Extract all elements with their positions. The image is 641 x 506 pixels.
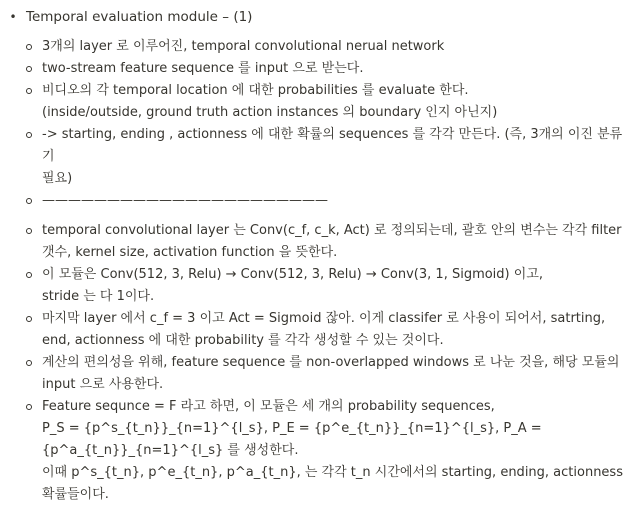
formula-text: P_S = {p^s_{t_n}}_{n=1}^{l_s}, P_E = {p^e_{t_n}}_{n=1}^{l_s}, P_A = {p^a_{t_n}}_{n=1}^{l_s} 를 생성한다. xyxy=(42,421,542,458)
item-text: 이 모듈은 Conv(512, 3, Relu) → Conv(512, 3, Relu) → Conv(3, 1, Sigmoid) 이고, xyxy=(42,267,544,282)
item-text: 계산의 편의성을 위해, feature sequence 를 non-overlapped windows 로 나눈 것을, 해당 모듈의 xyxy=(42,355,620,370)
bullet-icon: • xyxy=(9,10,17,24)
divider-text: —————————————————————— xyxy=(42,193,328,208)
list-item xyxy=(26,124,626,190)
circle-bullet-icon xyxy=(26,66,32,72)
list-item xyxy=(26,264,626,308)
circle-bullet-icon xyxy=(26,360,32,366)
list-item xyxy=(26,80,626,124)
list-item xyxy=(26,36,626,58)
list-item xyxy=(26,308,626,352)
item-text: two-stream feature sequence 를 input 으로 받는다. xyxy=(42,61,364,76)
item-text: 필요) xyxy=(42,171,73,186)
list-item xyxy=(26,190,626,212)
sub-list xyxy=(26,36,626,506)
list-item xyxy=(26,396,626,506)
top-list-item xyxy=(6,6,252,28)
item-text: input 으로 사용한다. xyxy=(42,377,164,392)
item-text: end, actionness 에 대한 probability 를 각각 생성할 수 있는 것이다. xyxy=(42,333,444,348)
circle-bullet-icon xyxy=(26,316,32,322)
item-text: 비디오의 각 temporal location 에 대한 probabilities 를 evaluate 한다. xyxy=(42,83,469,98)
item-text: -> starting, ending , actionness 에 대한 확률의 sequences 를 각각 만든다. (즉, 3개의 이진 분류기 xyxy=(42,127,623,164)
item-text: Feature sequnce = F 라고 하면, 이 모듈은 세 개의 probability sequences, xyxy=(42,399,495,414)
circle-bullet-icon xyxy=(26,198,32,204)
list-item xyxy=(26,220,626,264)
list-item xyxy=(26,58,626,80)
item-text: 마지막 layer 에서 c_f = 3 이고 Act = Sigmoid 잖아. 이게 classifer 로 사용이 되어서, satrting, xyxy=(42,311,606,326)
list-item xyxy=(26,352,626,396)
item-text: stride 는 다 1이다. xyxy=(42,289,155,304)
item-text: (inside/outside, ground truth action instances 의 boundary 인지 아닌지) xyxy=(42,105,498,120)
circle-bullet-icon xyxy=(26,88,32,94)
circle-bullet-icon xyxy=(26,228,32,234)
circle-bullet-icon xyxy=(26,272,32,278)
item-text: 이때 p^s_{t_n}, p^e_{t_n}, p^a_{t_n}, 는 각각 t_n 시간에서의 starting, ending, actionness 확률들이다. xyxy=(42,465,623,502)
circle-bullet-icon xyxy=(26,44,32,50)
circle-bullet-icon xyxy=(26,132,32,138)
item-text: 3개의 layer 로 이루어진, temporal convolutional nerual network xyxy=(42,39,445,54)
section-title: Temporal evaluation module – (1) xyxy=(26,9,253,25)
item-text: temporal convolutional layer 는 Conv(c_f, c_k, Act) 로 정의되는데, 괄호 안의 변수는 각각 filter xyxy=(42,223,622,238)
item-text: 갯수, kernel size, activation function 을 뜻한다. xyxy=(42,245,338,260)
circle-bullet-icon xyxy=(26,404,32,410)
